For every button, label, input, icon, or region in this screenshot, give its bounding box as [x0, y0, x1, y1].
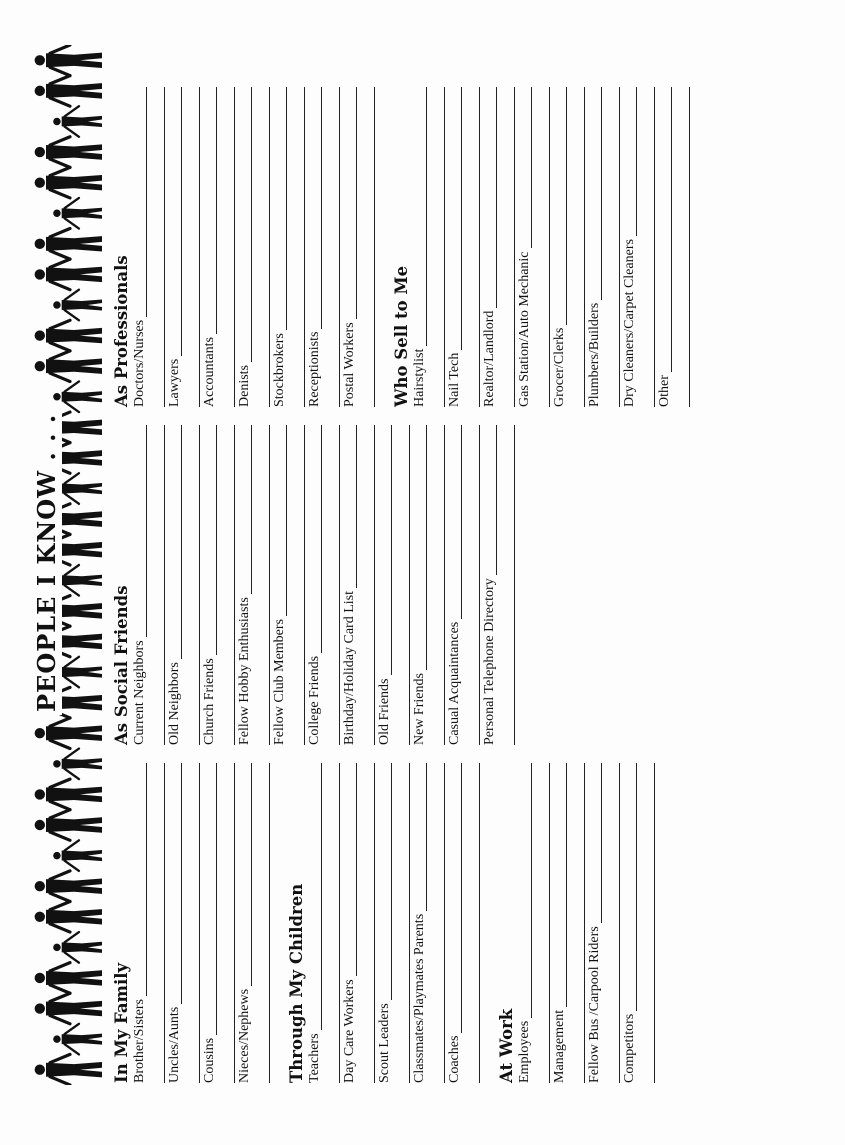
write-in-line[interactable]: [584, 763, 585, 1083]
section-gap: [271, 763, 287, 1083]
item-label: Stockbrokers: [271, 330, 288, 407]
person-silhouette-icon: [53, 290, 102, 321]
item-label: Accountants: [201, 334, 218, 407]
list-item: [656, 87, 691, 407]
write-in-line[interactable]: [269, 87, 270, 407]
write-in-line[interactable]: [199, 425, 200, 745]
write-in-line[interactable]: [374, 87, 375, 407]
write-in-line[interactable]: [339, 763, 340, 1083]
item-label: Receptionists: [306, 329, 323, 407]
write-in-line[interactable]: [479, 87, 480, 407]
list-item: [446, 87, 481, 407]
list-item: [586, 763, 621, 1083]
person-silhouette-icon: [35, 167, 102, 198]
write-in-line[interactable]: [409, 763, 410, 1083]
column-social-friends: [112, 425, 516, 745]
item-label: Brother/Sisters: [131, 996, 148, 1083]
item-label: New Friends: [411, 670, 428, 745]
person-silhouette-icon: [53, 1024, 102, 1055]
write-in-line[interactable]: [251, 87, 252, 407]
item-label: Denists: [236, 362, 253, 407]
list-item: [411, 425, 446, 745]
list-item: [131, 763, 166, 1083]
person-silhouette-icon: [53, 749, 102, 780]
list-item: [481, 87, 516, 407]
write-in-line[interactable]: [479, 763, 480, 1083]
write-in-line[interactable]: [619, 87, 620, 407]
write-in-line[interactable]: [199, 87, 200, 407]
list-item: [376, 763, 411, 1083]
write-in-line[interactable]: [409, 425, 410, 745]
item-label: Cousins: [201, 1035, 218, 1083]
item-label: Classmates/Playmates Parents: [411, 911, 428, 1083]
write-in-line[interactable]: [164, 763, 165, 1083]
item-label: Gas Station/Auto Mechanic: [516, 248, 533, 407]
write-in-line[interactable]: [654, 763, 655, 1083]
person-silhouette-icon: [35, 45, 102, 76]
write-in-line[interactable]: [444, 425, 445, 745]
section-heading: Who Sell to Me: [392, 265, 411, 407]
write-in-line[interactable]: [234, 425, 235, 745]
section-heading: Through My Children: [287, 883, 306, 1083]
write-in-line[interactable]: [654, 87, 655, 407]
person-silhouette-icon: [35, 320, 102, 351]
item-label: Employees: [516, 1018, 533, 1083]
section-heading: At Work: [497, 1008, 516, 1083]
list-item: [271, 425, 306, 745]
item-label: Competitors: [621, 1011, 638, 1083]
person-silhouette-icon: [53, 840, 102, 871]
list-item: [166, 87, 201, 407]
item-label: Postal Workers: [341, 319, 358, 407]
person-silhouette-icon: [53, 106, 102, 137]
list-item: [166, 763, 201, 1083]
person-silhouette-icon: [35, 871, 102, 902]
item-label: Uncles/Aunts: [166, 1004, 183, 1083]
list-item: [586, 87, 621, 407]
item-label: Nail Tech: [446, 350, 463, 407]
write-in-line[interactable]: [514, 425, 515, 745]
person-silhouette-icon: [35, 229, 102, 260]
person-silhouette-icon: [53, 198, 102, 229]
write-in-line[interactable]: [339, 87, 340, 407]
list-item: [236, 425, 271, 745]
person-silhouette-icon: [35, 718, 102, 749]
person-silhouette-icon: [35, 351, 102, 382]
person-silhouette-icon: [35, 76, 102, 107]
item-label: Church Friends: [201, 655, 218, 745]
list-item: [306, 763, 341, 1083]
write-in-line[interactable]: [514, 87, 515, 407]
write-in-line[interactable]: [671, 87, 672, 407]
list-item: [306, 87, 341, 407]
item-label: Casual Acquaintances: [446, 619, 463, 745]
item-label: Realtor/Landlord: [481, 308, 498, 407]
write-in-line[interactable]: [164, 425, 165, 745]
list-item: [166, 425, 201, 745]
column-family-children-work: [112, 763, 656, 1083]
write-in-line[interactable]: [689, 87, 690, 407]
list-item: [341, 87, 376, 407]
item-label: Doctors/Nurses: [131, 317, 148, 407]
item-label: College Friends: [306, 653, 323, 745]
item-label: Fellow Club Members: [271, 616, 288, 745]
item-label: Current Neighbors: [131, 637, 148, 745]
write-in-line[interactable]: [444, 87, 445, 407]
write-in-line[interactable]: [479, 425, 480, 745]
column-professionals-sellers: [112, 87, 691, 407]
list-item: [131, 425, 166, 745]
write-in-line[interactable]: [199, 763, 200, 1083]
page-title: PEOPLE I KNOW . . .: [32, 411, 62, 715]
section-gap: [376, 87, 392, 407]
item-label: Plumbers/Builders: [586, 300, 603, 407]
list-item: [271, 87, 306, 407]
write-in-line[interactable]: [374, 763, 375, 1083]
item-label: Scout Leaders: [376, 1000, 393, 1083]
item-label: Dry Cleaners/Carpet Cleaners: [621, 236, 638, 407]
write-in-line[interactable]: [234, 763, 235, 1083]
section-gap: [481, 763, 497, 1083]
write-in-line[interactable]: [164, 87, 165, 407]
list-item: [516, 87, 551, 407]
person-silhouette-icon: [53, 381, 102, 412]
item-label: Hairstylist: [411, 346, 428, 407]
list-item: [131, 87, 166, 407]
list-item: [446, 763, 481, 1083]
item-label: Other: [656, 372, 673, 407]
item-label: Fellow Bus /Carpool Riders: [586, 923, 603, 1083]
person-silhouette-icon: [35, 810, 102, 841]
person-silhouette-icon: [35, 779, 102, 810]
list-item: [236, 763, 271, 1083]
section-heading: As Social Friends: [112, 585, 131, 745]
list-item: [481, 425, 516, 745]
list-item: [551, 87, 586, 407]
person-silhouette-icon: [35, 993, 102, 1024]
write-in-line[interactable]: [374, 425, 375, 745]
person-silhouette-icon: [35, 963, 102, 994]
list-item: [306, 425, 341, 745]
item-label: Teachers: [306, 1030, 323, 1083]
list-item: [411, 763, 446, 1083]
person-silhouette-icon: [35, 901, 102, 932]
list-item: [516, 763, 551, 1083]
list-item: [201, 87, 236, 407]
person-silhouette-icon: [53, 932, 102, 963]
list-item: [621, 763, 656, 1083]
item-label: Coaches: [446, 1033, 463, 1083]
item-label: Old Friends: [376, 676, 393, 746]
write-in-line[interactable]: [584, 87, 585, 407]
list-item: [341, 763, 376, 1083]
write-in-line[interactable]: [269, 425, 270, 745]
list-item: [446, 425, 481, 745]
section-heading: As Professionals: [112, 255, 131, 407]
list-item: [376, 425, 411, 745]
list-item: [551, 763, 586, 1083]
list-item: [341, 425, 376, 745]
item-label: Old Neighbors: [166, 659, 183, 745]
item-label: Birthday/Holiday Card List: [341, 588, 358, 745]
item-label: Day Care Workers: [341, 976, 358, 1083]
item-label: Fellow Hobby Enthusiasts: [236, 594, 253, 745]
write-in-line[interactable]: [549, 87, 550, 407]
person-silhouette-icon: [35, 259, 102, 290]
write-in-line[interactable]: [304, 87, 305, 407]
list-item: [621, 87, 656, 407]
list-item: [411, 87, 446, 407]
section-heading: In My Family: [112, 962, 131, 1083]
list-item: [201, 425, 236, 745]
person-silhouette-icon: [35, 137, 102, 168]
item-label: Personal Telephone Directory: [481, 575, 498, 745]
write-in-line[interactable]: [619, 763, 620, 1083]
write-in-line[interactable]: [549, 763, 550, 1083]
write-in-line[interactable]: [304, 425, 305, 745]
item-label: Lawyers: [166, 356, 183, 407]
item-label: Grocer/Clerks: [551, 325, 568, 407]
person-silhouette-icon: [35, 1054, 102, 1085]
write-in-line[interactable]: [234, 87, 235, 407]
list-item: [236, 87, 271, 407]
write-in-line[interactable]: [444, 763, 445, 1083]
write-in-line[interactable]: [269, 763, 270, 1083]
write-in-line[interactable]: [339, 425, 340, 745]
list-item: [201, 763, 236, 1083]
item-label: Nieces/Nephews: [236, 986, 253, 1083]
item-label: Management: [551, 1007, 568, 1083]
